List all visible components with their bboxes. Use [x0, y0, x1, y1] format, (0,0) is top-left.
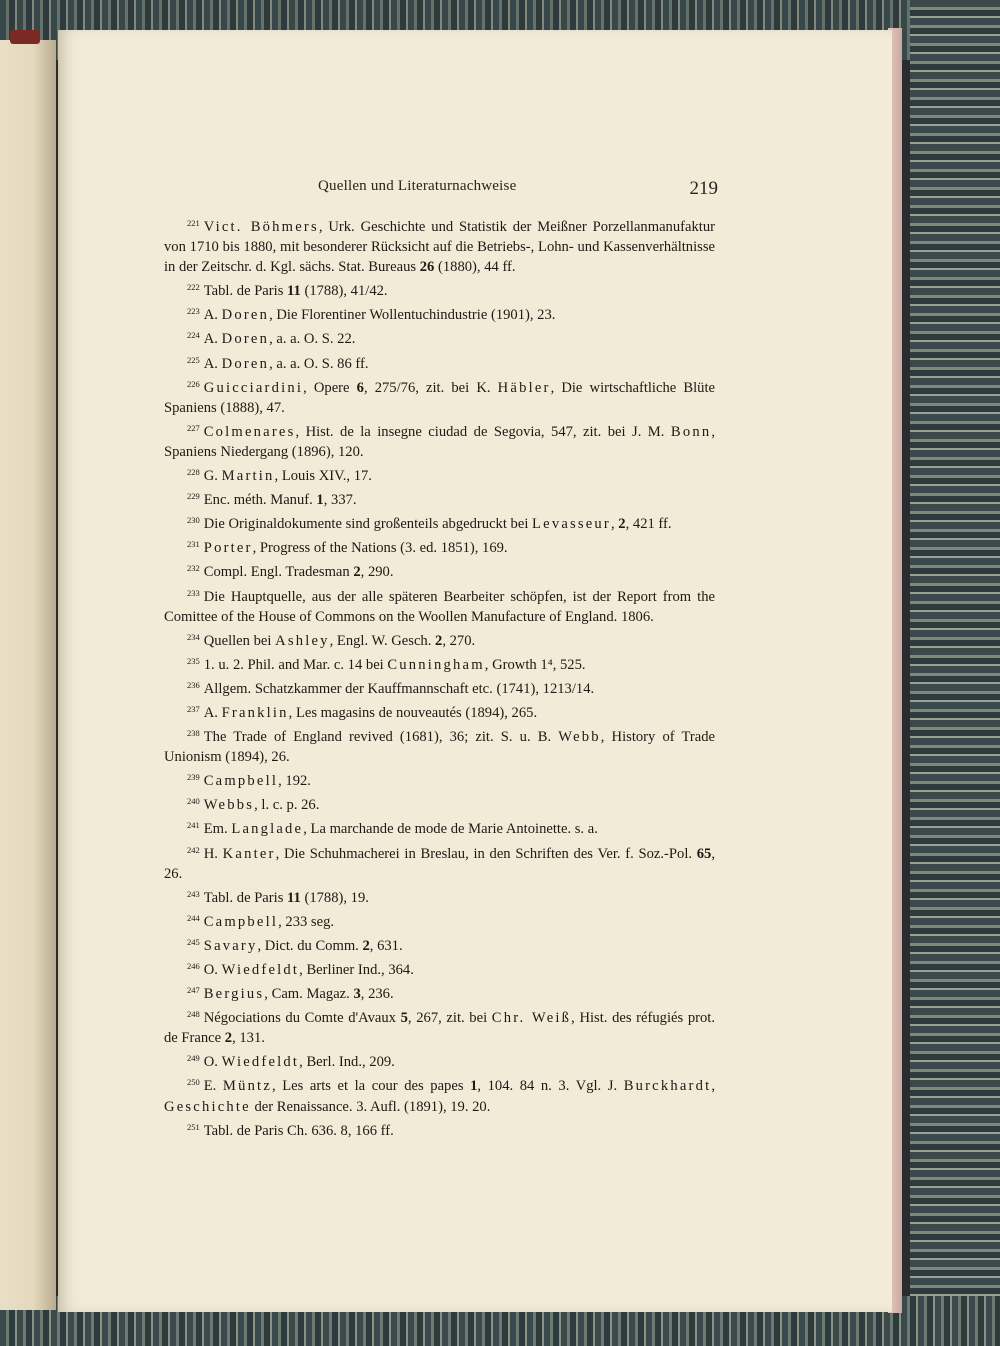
footnote-number: 249 [187, 1053, 200, 1064]
facing-page-edge [0, 40, 56, 1310]
footnote-text: , 104. 84 n. 3. Vgl. J. [477, 1078, 624, 1095]
footnote-number: 241 [187, 820, 200, 831]
footnote-text: (1788), 19. [300, 889, 369, 906]
author-name: Geschichte [164, 1098, 251, 1115]
footnote-text: , Spaniens Niedergang (1896), 120. [164, 423, 715, 460]
footnote-number: 233 [187, 587, 200, 598]
footnote-text: , Berl. Ind., 209. [299, 1054, 395, 1071]
footnote-233 [164, 583, 715, 627]
volume-number: 6 [356, 379, 364, 396]
author-name: Langlade [231, 821, 304, 838]
footnote-number: 243 [187, 888, 200, 899]
footnote-text: der Renaissance. 3. Aufl. (1891), 19. 20. [250, 1098, 491, 1115]
footnote-248 [164, 1004, 715, 1048]
author-name: Ashley [275, 632, 330, 649]
footnote-251 [164, 1117, 715, 1141]
footnote-text: Négociations du Comte d'Avaux [203, 1010, 401, 1027]
footnote-text: , Berliner Ind., 364. [299, 962, 414, 978]
footnote-number: 222 [187, 282, 200, 293]
footnote-text: Tabl. de Paris Ch. 636. 8, 166 ff. [203, 1122, 394, 1139]
bookmark-ribbon [10, 30, 40, 44]
author-name: Levasseur [532, 516, 611, 533]
author-name: Doren [221, 307, 270, 324]
footnote-text: , 26. [164, 845, 715, 882]
footnote-text: H. [203, 845, 223, 862]
footnote-230 [164, 510, 715, 534]
footnote-text: , 337. [323, 492, 357, 509]
footnote-text: , 275/76, zit. bei K. [363, 379, 498, 396]
footnote-number: 221 [187, 218, 200, 228]
footnote-number: 231 [187, 539, 200, 550]
footnote-text: , [711, 1078, 715, 1095]
footnote-236 [164, 675, 715, 699]
footnote-text: , 236. [360, 986, 394, 1003]
footnote-number: 250 [187, 1077, 200, 1088]
footnote-text: Die Hauptquelle, aus der alle späteren Bearbeiter schöpfen, ist der Report from the Comittee of the House of Commons on the Woollen Manufacture of England. 1806. [164, 588, 715, 625]
book-cover-right [910, 0, 1000, 1346]
running-title: Quellen und Literaturnachweise [318, 178, 517, 194]
footnote-234 [164, 627, 715, 651]
footnote-text: , Urk. Geschichte und Statistik der Meißner Porzellanmanufaktur von 1710 bis 1880, mit besonderer Rücksicht auf die Betriebs-, Lohn- und Kassenverhältnisse in der Zeitschr. d. Kgl. sächs. Stat. Bureaus [164, 219, 715, 276]
footnote-text: , 631. [369, 937, 403, 954]
volume-number: 2 [435, 632, 443, 649]
footnote-247 [164, 980, 715, 1004]
author-name: Doren [221, 355, 270, 372]
footnote-243 [164, 884, 715, 908]
footnote-text: , a. a. O. S. 22. [269, 331, 356, 348]
footnote-232 [164, 558, 715, 582]
footnote-number: 223 [187, 306, 200, 317]
footnote-list [164, 213, 715, 1141]
author-name: Chr. Weiß [491, 1010, 572, 1027]
footnote-text: , Les magasins de nouveautés (1894), 265. [288, 704, 538, 721]
author-name: Wiedfeldt [221, 962, 300, 978]
footnote-225 [164, 350, 715, 374]
author-name: Bonn [670, 423, 712, 440]
footnote-text: , Les arts et la cour des papes [272, 1078, 471, 1095]
footnote-229 [164, 486, 715, 510]
author-name: Franklin [221, 704, 289, 721]
footnote-242 [164, 840, 715, 884]
author-name: Bergius [203, 986, 265, 1003]
footnote-text: , Engl. W. Gesch. [329, 632, 436, 649]
author-name: Doren [221, 331, 270, 348]
footnote-text: Allgem. Schatzkammer der Kauffmannschaft etc. (1741), 1213/14. [203, 680, 595, 697]
footnote-text: A. [203, 704, 222, 721]
footnote-text: 1. u. 2. Phil. and Mar. c. 14 bei [203, 656, 388, 673]
footnote-number: 225 [187, 354, 200, 365]
footnote-text: , Hist. de la insegne ciudad de Segovia, 547, zit. bei J. M. [295, 423, 671, 440]
footnote-222 [164, 277, 715, 301]
footnote-text: , 192. [278, 773, 311, 790]
footnote-number: 238 [187, 728, 200, 739]
footnote-text: , 131. [232, 1030, 265, 1047]
footnote-number: 245 [187, 936, 200, 947]
footnote-221 [164, 213, 715, 277]
footnote-text: , Die Schuhmacherei in Breslau, in den Schriften des Ver. f. Soz.-Pol. [275, 845, 697, 862]
footnote-text: , Dict. du Comm. [257, 937, 363, 954]
footnote-224 [164, 325, 715, 349]
volume-number: 26 [419, 259, 435, 276]
author-name: Häbler [497, 379, 551, 396]
footnote-text: , Growth 1⁴, 525. [484, 656, 586, 673]
footnote-text: , Cam. Magaz. [264, 986, 354, 1003]
footnote-240 [164, 791, 715, 815]
footnote-text: E. [203, 1078, 223, 1095]
footnote-238 [164, 723, 715, 767]
footnote-text: , La marchande de mode de Marie Antoinette. s. a. [303, 821, 598, 838]
footnote-239 [164, 767, 715, 791]
footnote-number: 226 [187, 378, 200, 389]
footnote-text: The Trade of England revived (1681), 36; zit. S. u. B. [203, 729, 559, 746]
volume-number: 65 [696, 845, 712, 862]
volume-number: 3 [353, 986, 361, 1003]
footnote-text: A. [203, 331, 222, 348]
footnote-text: , Progress of the Nations (3. ed. 1851), 169. [252, 540, 508, 557]
footnote-text: , History of Trade Unionism (1894), 26. [164, 729, 716, 766]
author-name: Campbell [203, 913, 279, 930]
footnote-text: Em. [203, 821, 232, 838]
author-name: Porter [203, 540, 253, 557]
footnote-250 [164, 1072, 715, 1116]
footnote-number: 234 [187, 631, 200, 642]
footnote-text: O. [203, 962, 222, 978]
author-name: Wiedfeldt [221, 1054, 300, 1071]
footnote-228 [164, 462, 715, 486]
footnote-249 [164, 1048, 715, 1072]
author-name: Webb [558, 729, 601, 746]
footnote-text: Enc. méth. Manuf. [203, 492, 317, 509]
author-name: Guicciardini [203, 379, 304, 396]
footnote-text: Die Originaldokumente sind großenteils abgedruckt bei [203, 516, 533, 533]
footnote-text: Quellen bei [203, 632, 276, 649]
footnote-number: 235 [187, 655, 200, 666]
footnote-text: , Hist. des réfugiés prot. de France [164, 1010, 715, 1047]
footnote-number: 228 [187, 467, 200, 478]
author-name: Kanter [222, 845, 276, 862]
footnote-text: , 270. [442, 632, 476, 649]
page-number: 219 [689, 178, 718, 199]
footnote-number: 242 [187, 844, 200, 855]
footnote-text: , 421 ff. [625, 516, 672, 533]
footnote-text: , Opere [303, 379, 357, 396]
author-name: Savary [203, 937, 258, 954]
volume-number: 11 [287, 283, 301, 300]
volume-number: 5 [400, 1010, 408, 1027]
author-name: Cunningham [387, 656, 485, 673]
footnote-number: 244 [187, 912, 200, 923]
volume-number: 1 [470, 1078, 478, 1095]
footnote-number: 232 [187, 563, 200, 574]
author-name: Vict. Böhmers [203, 219, 319, 235]
footnote-number: 227 [187, 422, 200, 433]
footnote-227 [164, 418, 715, 462]
footnote-text: O. [203, 1054, 222, 1071]
footnote-text: (1880), 44 ff. [434, 259, 516, 276]
footnote-223 [164, 301, 715, 325]
footnote-text: , l. c. p. 26. [254, 797, 320, 814]
footnote-number: 240 [187, 796, 200, 807]
footnote-text: , a. a. O. S. 86 ff. [269, 355, 369, 372]
footnote-number: 230 [187, 515, 200, 526]
footnote-245 [164, 932, 715, 956]
footnote-number: 237 [187, 703, 200, 714]
volume-number: 1 [316, 492, 324, 509]
footnote-text: A. [203, 355, 222, 372]
footnote-text: A. [203, 307, 222, 324]
volume-number: 2 [353, 564, 361, 581]
footnote-number: 248 [187, 1009, 200, 1020]
footnote-number: 251 [187, 1121, 200, 1132]
volume-number: 2 [618, 516, 626, 533]
author-name: Martin [221, 468, 275, 485]
footnote-244 [164, 908, 715, 932]
footnote-231 [164, 534, 715, 558]
footnote-text: , 290. [360, 564, 394, 581]
footnote-246 [164, 956, 715, 980]
footnote-237 [164, 699, 715, 723]
footnote-text: , Die wirtschaftliche Blüte Spaniens (1888), 47. [164, 379, 715, 416]
footnote-text: Tabl. de Paris [203, 283, 288, 300]
author-name: Müntz [222, 1078, 272, 1095]
footnote-number: 247 [187, 985, 200, 996]
footnote-text: G. [203, 468, 222, 485]
footnote-text: Compl. Engl. Tradesman [203, 564, 354, 581]
author-name: Burckhardt [623, 1078, 712, 1095]
footnote-235 [164, 651, 715, 675]
footnote-text: (1788), 41/42. [300, 283, 388, 300]
footnote-number: 246 [187, 961, 200, 971]
footnote-text: Tabl. de Paris [203, 889, 288, 906]
footnote-number: 229 [187, 491, 200, 502]
author-name: Campbell [203, 773, 279, 790]
footnote-text: , 233 seg. [278, 913, 335, 930]
footnote-226 [164, 374, 715, 418]
footnote-number: 239 [187, 772, 200, 783]
footnote-text: , [611, 516, 619, 533]
footnote-text: , Die Florentiner Wollentuchindustrie (1901), 23. [269, 307, 556, 324]
author-name: Colmenares [203, 423, 296, 440]
footnote-number: 236 [187, 679, 200, 690]
footnote-number: 224 [187, 330, 200, 341]
footnote-text: , Louis XIV., 17. [274, 468, 372, 485]
volume-number: 11 [287, 889, 301, 906]
volume-number: 2 [362, 937, 370, 954]
volume-number: 2 [224, 1030, 233, 1047]
author-name: Webbs [203, 797, 255, 814]
footnote-text: , 267, zit. bei [407, 1010, 492, 1027]
footnote-241 [164, 815, 715, 839]
